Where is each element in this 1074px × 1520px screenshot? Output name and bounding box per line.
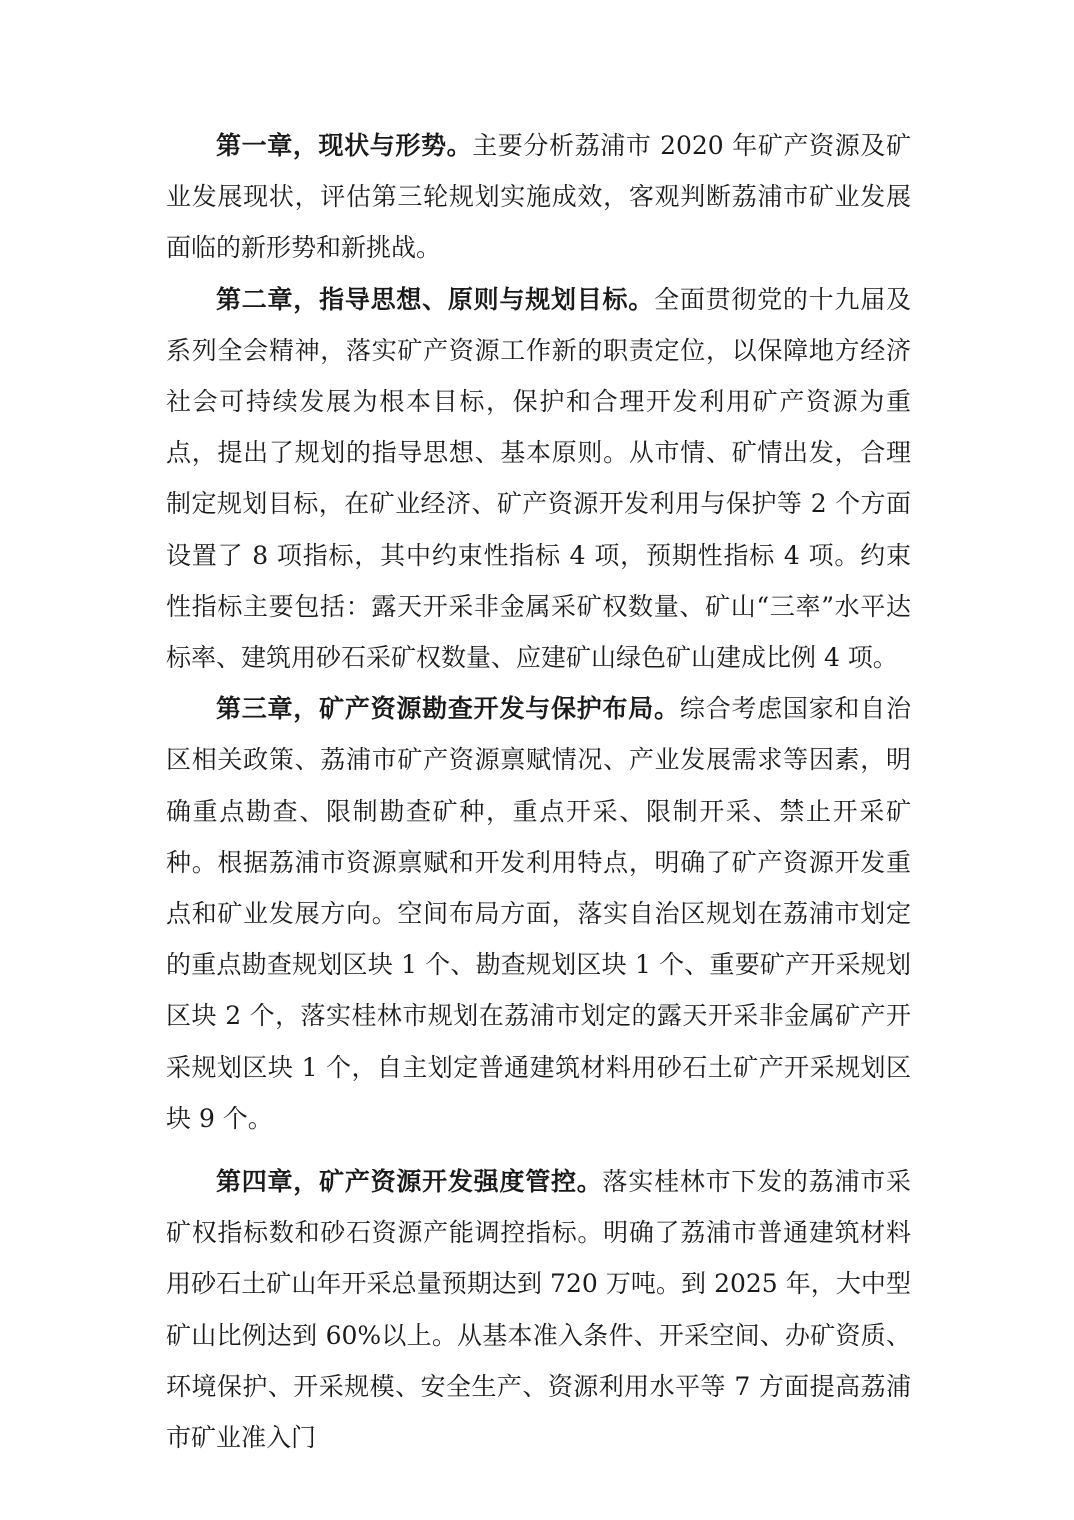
chapter-4-heading: 第四章，矿产资源开发强度管控。 bbox=[216, 1167, 603, 1197]
document-body bbox=[166, 120, 911, 1463]
chapter-2-heading: 第二章，指导思想、原则与规划目标。 bbox=[216, 284, 655, 314]
chapter-3-text: 综合考虑国家和自治区相关政策、荔浦市矿产资源禀赋情况、产业发展需求等因素，明确重点勘查、限制勘查矿种，重点开采、限制开采、禁止开采矿种。根据荔浦市资源禀赋和开发利用特点，明确了矿产资源开发重点和矿业发展方向。空间布局方面，落实自治区规划在荔浦市划定的重点勘查规划区块 1 个、勘查规划区块 1 个、重要矿产开采规划区块 2 个，落实桂林市规划在荔浦市划定的露天开采非金属矿产开采规划区块 1 个，自主划定普通建筑材料用砂石土矿产开采规划区块 9 个。 bbox=[166, 694, 911, 1133]
chapter-2-text: 全面贯彻党的十九届及系列全会精神，落实矿产资源工作新的职责定位，以保障地方经济社会可持续发展为根本目标，保护和合理开发利用矿产资源为重点，提出了规划的指导思想、基本原则。从市情、矿情出发，合理制定规划目标，在矿业经济、矿产资源开发利用与保护等 2 个方面设置了 8 项指标，其中约束性指标 4 项，预期性指标 4 项。约束性指标主要包括：露天开采非金属采矿权数量、矿山“三率”水平达标率、建筑用砂石采矿权数量、应建矿山绿色矿山建成比例 4 项。 bbox=[166, 284, 911, 673]
chapter-1-heading: 第一章，现状与形势。 bbox=[216, 131, 473, 160]
paragraph-chapter-1 bbox=[166, 120, 911, 274]
paragraph-chapter-2 bbox=[166, 274, 911, 684]
chapter-1-text: 主要分析荔浦市 2020 年矿产资源及矿业发展现状，评估第三轮规划实施成效，客观判断荔浦市矿业发展面临的新形势和新挑战。 bbox=[166, 131, 911, 263]
chapter-3-heading: 第三章，矿产资源勘查开发与保护布局。 bbox=[216, 694, 680, 724]
chapter-4-text: 落实桂林市下发的荔浦市采矿权指标数和砂石资源产能调控指标。明确了荔浦市普通建筑材料用砂石土矿山年开采总量预期达到 720 万吨。到 2025 年，大中型矿山比例达到 60%以上。从基本准入条件、开采空间、办矿资质、环境保护、开采规模、安全生产、资源利用水平等 7 方面提高荔浦市矿业准入门 bbox=[166, 1167, 911, 1453]
paragraph-chapter-4 bbox=[166, 1156, 911, 1463]
paragraph-chapter-3 bbox=[166, 683, 911, 1144]
